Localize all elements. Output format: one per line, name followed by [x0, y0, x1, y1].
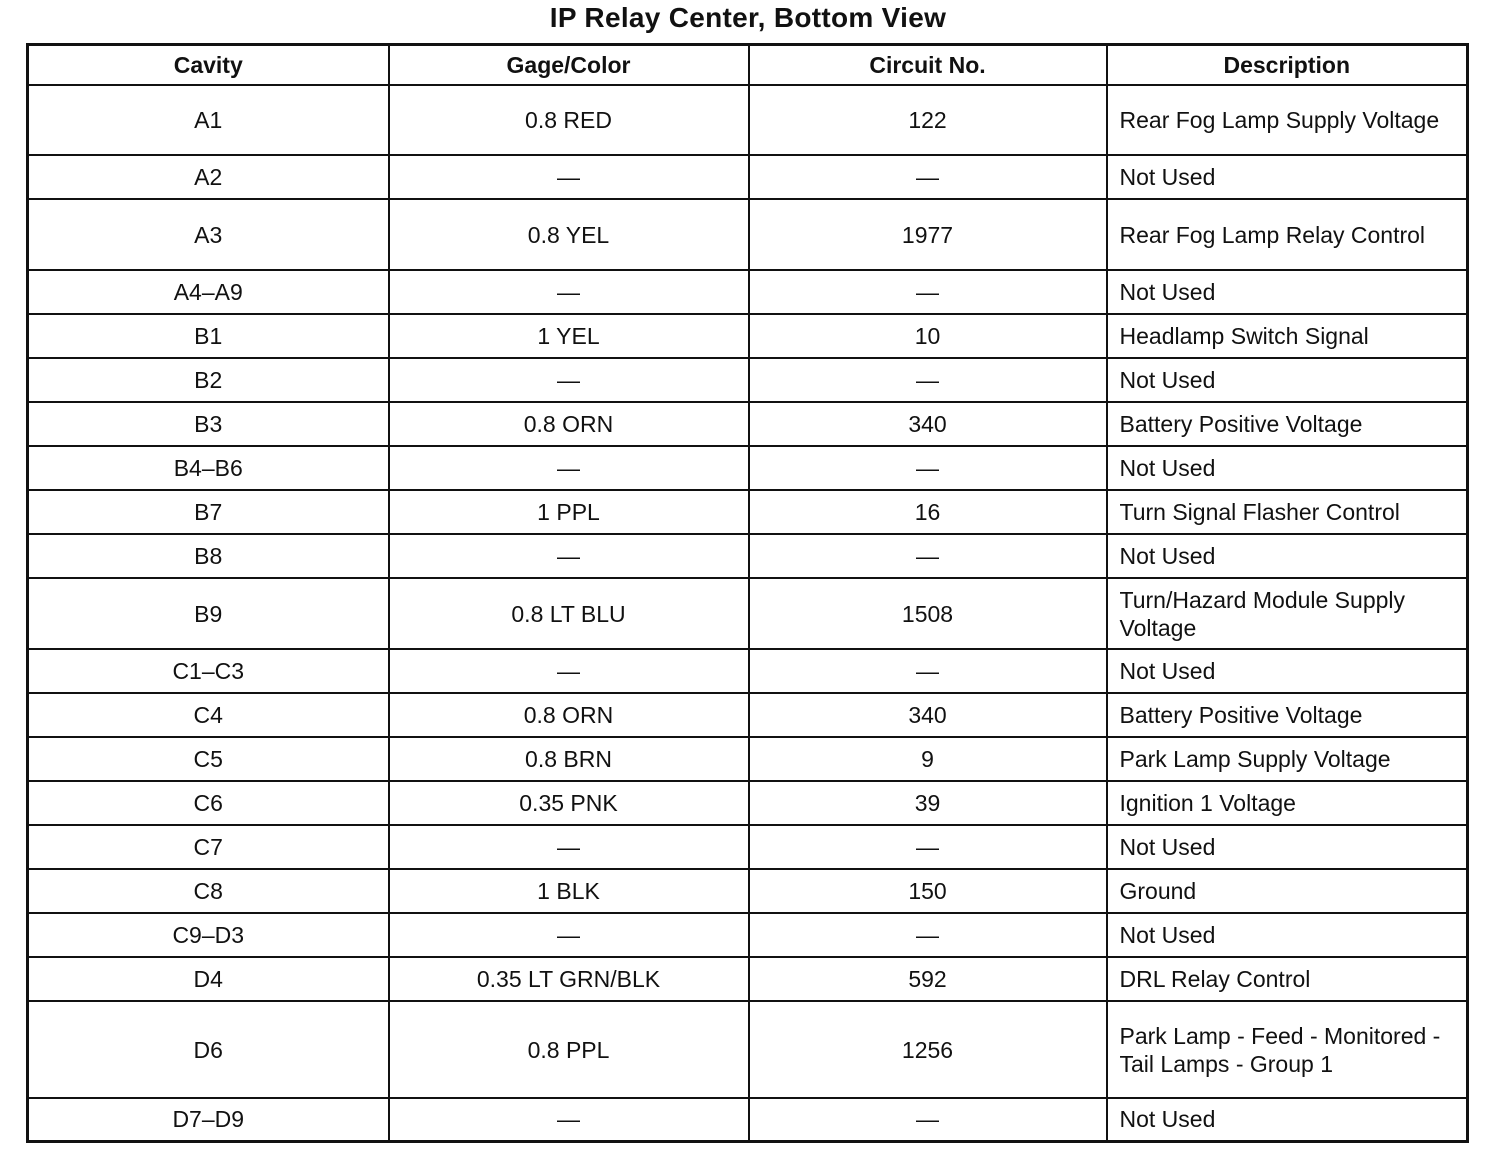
cell-cavity: C8: [28, 869, 389, 913]
cell-description: Not Used: [1107, 913, 1468, 957]
cell-description: Rear Fog Lamp Relay Control: [1107, 199, 1468, 270]
cell-description: Not Used: [1107, 446, 1468, 490]
cell-circuit-no: —: [749, 1098, 1107, 1141]
table-row: [28, 1001, 1468, 1098]
table-row: [28, 913, 1468, 957]
cell-description: Battery Positive Voltage: [1107, 693, 1468, 737]
table-row: [28, 825, 1468, 869]
table-row: [28, 314, 1468, 358]
page-title: IP Relay Center, Bottom View: [549, 2, 947, 33]
cell-cavity: B8: [28, 534, 389, 578]
cell-gage-color: 0.8 RED: [389, 85, 749, 155]
cell-cavity: A3: [28, 199, 389, 270]
cell-description: Not Used: [1107, 155, 1468, 199]
cell-gage-color: 0.35 LT GRN/BLK: [389, 957, 749, 1001]
table-row: [28, 781, 1468, 825]
cell-cavity: B1: [28, 314, 389, 358]
cell-description: Not Used: [1107, 358, 1468, 402]
cell-gage-color: —: [389, 534, 749, 578]
cell-cavity: A2: [28, 155, 389, 199]
cell-gage-color: —: [389, 358, 749, 402]
cell-cavity: D6: [28, 1001, 389, 1098]
cell-description: Ground: [1107, 869, 1468, 913]
cell-description: Not Used: [1107, 649, 1468, 693]
cell-description: Not Used: [1107, 534, 1468, 578]
cell-circuit-no: 10: [749, 314, 1107, 358]
cell-circuit-no: 1256: [749, 1001, 1107, 1098]
table-row: [28, 737, 1468, 781]
cell-circuit-no: 150: [749, 869, 1107, 913]
cell-circuit-no: 1508: [749, 578, 1107, 649]
cell-cavity: C9–D3: [28, 913, 389, 957]
cell-circuit-no: —: [749, 534, 1107, 578]
cell-cavity: C5: [28, 737, 389, 781]
cell-circuit-no: 16: [749, 490, 1107, 534]
cell-description: Headlamp Switch Signal: [1107, 314, 1468, 358]
cell-cavity: B3: [28, 402, 389, 446]
cell-cavity: C7: [28, 825, 389, 869]
table-row: [28, 693, 1468, 737]
cell-gage-color: 1 PPL: [389, 490, 749, 534]
cell-description: Ignition 1 Voltage: [1107, 781, 1468, 825]
cell-gage-color: —: [389, 155, 749, 199]
cell-cavity: B4–B6: [28, 446, 389, 490]
table-row: [28, 270, 1468, 314]
cell-gage-color: 0.35 PNK: [389, 781, 749, 825]
header-circuit-no: Circuit No.: [749, 45, 1107, 86]
cell-gage-color: 0.8 YEL: [389, 199, 749, 270]
cell-gage-color: —: [389, 270, 749, 314]
cell-circuit-no: —: [749, 155, 1107, 199]
cell-description: Not Used: [1107, 270, 1468, 314]
cell-cavity: D7–D9: [28, 1098, 389, 1141]
cell-gage-color: —: [389, 649, 749, 693]
cell-cavity: A4–A9: [28, 270, 389, 314]
cell-gage-color: —: [389, 1098, 749, 1141]
cell-description: DRL Relay Control: [1107, 957, 1468, 1001]
cell-circuit-no: —: [749, 649, 1107, 693]
cell-description: Park Lamp Supply Voltage: [1107, 737, 1468, 781]
cell-circuit-no: 122: [749, 85, 1107, 155]
table-body: [28, 85, 1468, 1141]
cell-gage-color: 1 YEL: [389, 314, 749, 358]
header-gage-color: Gage/Color: [389, 45, 749, 86]
cell-cavity: D4: [28, 957, 389, 1001]
header-description: Description: [1107, 45, 1468, 86]
cell-cavity: C4: [28, 693, 389, 737]
cell-gage-color: 0.8 ORN: [389, 693, 749, 737]
cell-circuit-no: 340: [749, 402, 1107, 446]
cell-cavity: B2: [28, 358, 389, 402]
table-row: [28, 446, 1468, 490]
connector-pinout-table: [26, 43, 1469, 1143]
cell-circuit-no: 592: [749, 957, 1107, 1001]
cell-gage-color: 0.8 PPL: [389, 1001, 749, 1098]
table-row: [28, 534, 1468, 578]
cell-circuit-no: 1977: [749, 199, 1107, 270]
cell-gage-color: —: [389, 446, 749, 490]
cell-description: Rear Fog Lamp Supply Voltage: [1107, 85, 1468, 155]
cell-circuit-no: 340: [749, 693, 1107, 737]
table-row: [28, 957, 1468, 1001]
cell-gage-color: 1 BLK: [389, 869, 749, 913]
cell-circuit-no: —: [749, 446, 1107, 490]
table-row: [28, 155, 1468, 199]
cell-cavity: B9: [28, 578, 389, 649]
cell-cavity: B7: [28, 490, 389, 534]
cell-gage-color: —: [389, 913, 749, 957]
cell-description: Park Lamp - Feed - Monitored - Tail Lamps - Group 1: [1107, 1001, 1468, 1098]
table-row: [28, 85, 1468, 155]
cell-cavity: C6: [28, 781, 389, 825]
cell-description: Not Used: [1107, 825, 1468, 869]
table-row: [28, 1098, 1468, 1141]
cell-gage-color: —: [389, 825, 749, 869]
table-row: [28, 649, 1468, 693]
cell-description: Turn/Hazard Module Supply Voltage: [1107, 578, 1468, 649]
table-row: [28, 402, 1468, 446]
table-row: [28, 358, 1468, 402]
table-row: [28, 869, 1468, 913]
cell-cavity: C1–C3: [28, 649, 389, 693]
table-row: [28, 199, 1468, 270]
header-cavity: Cavity: [28, 45, 389, 86]
cell-gage-color: 0.8 ORN: [389, 402, 749, 446]
cell-description: Not Used: [1107, 1098, 1468, 1141]
cell-circuit-no: —: [749, 270, 1107, 314]
cell-circuit-no: 39: [749, 781, 1107, 825]
table-header-row: [28, 45, 1468, 86]
cell-description: Turn Signal Flasher Control: [1107, 490, 1468, 534]
table-row: [28, 490, 1468, 534]
cell-cavity: A1: [28, 85, 389, 155]
cell-circuit-no: —: [749, 358, 1107, 402]
cell-description: Battery Positive Voltage: [1107, 402, 1468, 446]
cell-circuit-no: —: [749, 825, 1107, 869]
cell-circuit-no: —: [749, 913, 1107, 957]
cell-gage-color: 0.8 BRN: [389, 737, 749, 781]
cell-gage-color: 0.8 LT BLU: [389, 578, 749, 649]
cell-circuit-no: 9: [749, 737, 1107, 781]
table-row: [28, 578, 1468, 649]
